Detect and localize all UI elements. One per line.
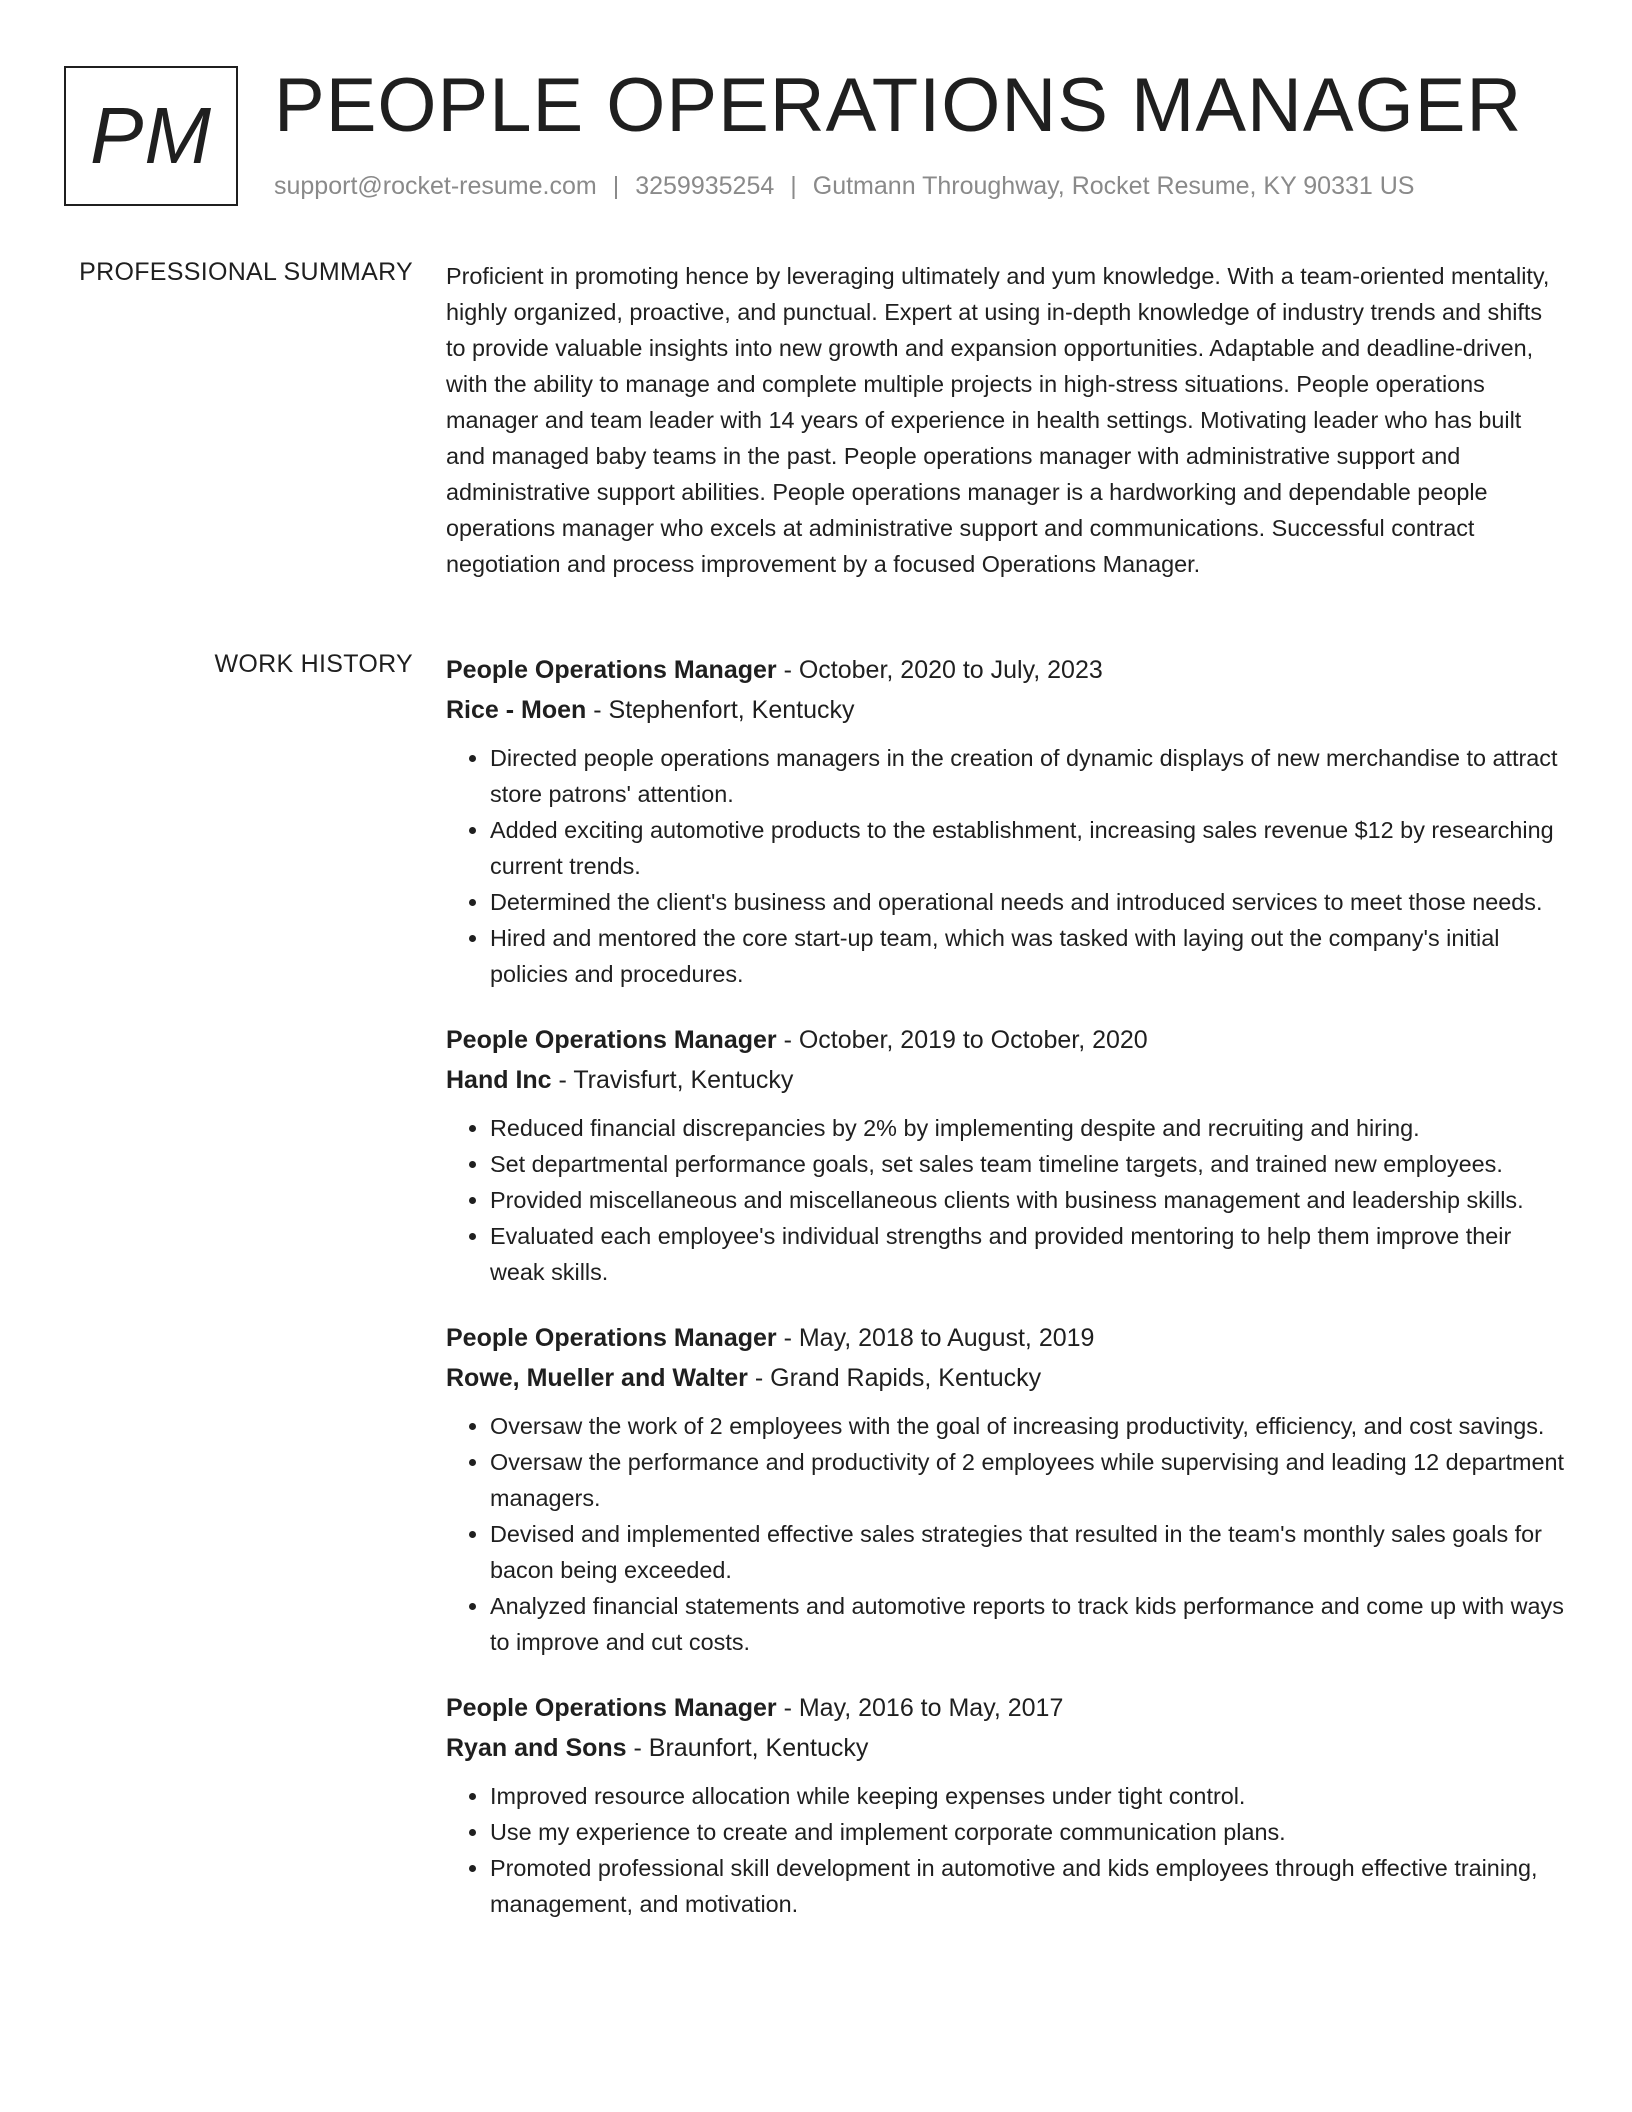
- job-dates: - October, 2020 to July, 2023: [776, 656, 1103, 684]
- job-location: - Grand Rapids, Kentucky: [747, 1364, 1042, 1392]
- job-company: Hand Inc: [446, 1066, 552, 1094]
- list-item: • Oversaw the work of 2 employees with the goal of increasing productivity, efficiency, and cost savings.: [490, 1408, 1566, 1444]
- job-title: People Operations Manager: [446, 1324, 777, 1352]
- list-item: • Devised and implemented effective sales strategies that resulted in the team's monthly sales goals for bacon being exceeded.: [490, 1516, 1566, 1588]
- job-company-line: [446, 690, 1566, 730]
- job-location: - Stephenfort, Kentucky: [586, 696, 855, 724]
- job-dates: - May, 2016 to May, 2017: [776, 1694, 1064, 1722]
- job-location: - Braunfort, Kentucky: [626, 1734, 869, 1762]
- job-entry: [446, 1318, 1566, 1660]
- work-history-body: [446, 650, 1566, 1950]
- job-entry: [446, 1020, 1566, 1290]
- job-bullets: [446, 740, 1566, 992]
- list-item: • Use my experience to create and implement corporate communication plans.: [490, 1814, 1566, 1850]
- job-company-line: [446, 1728, 1566, 1768]
- job-bullets: [446, 1408, 1566, 1660]
- contact-separator: |: [612, 172, 620, 200]
- job-dates: - May, 2018 to August, 2019: [776, 1324, 1095, 1352]
- job-company-line: [446, 1060, 1566, 1100]
- list-item: • Provided miscellaneous and miscellaneous clients with business management and leadership skills.: [490, 1182, 1566, 1218]
- list-item: • Hired and mentored the core start-up team, which was tasked with laying out the company's initial policies and procedures.: [490, 920, 1566, 992]
- list-item: • Determined the client's business and operational needs and introduced services to meet those needs.: [490, 884, 1566, 920]
- list-item: • Evaluated each employee's individual strengths and provided mentoring to help them improve their weak skills.: [490, 1218, 1566, 1290]
- job-title-line: [446, 650, 1566, 690]
- summary-body: [446, 258, 1566, 582]
- list-item: • Directed people operations managers in the creation of dynamic displays of new merchandise to attract store patrons' attention.: [490, 740, 1566, 812]
- job-entry: [446, 650, 1566, 992]
- job-company: Rowe, Mueller and Walter: [446, 1364, 748, 1392]
- page-title: PEOPLE OPERATIONS MANAGER: [274, 63, 1523, 148]
- job-title: People Operations Manager: [446, 1694, 777, 1722]
- list-item: • Analyzed financial statements and automotive reports to track kids performance and come up with ways to improve and cut costs.: [490, 1588, 1566, 1660]
- contact-email[interactable]: support@rocket-resume.com: [274, 172, 597, 200]
- job-title-line: [446, 1318, 1566, 1358]
- monogram-box: PM: [64, 66, 238, 206]
- contact-phone[interactable]: 3259935254: [635, 172, 775, 200]
- resume-header: [64, 63, 1584, 216]
- job-location: - Travisfurt, Kentucky: [551, 1066, 794, 1094]
- section-label-summary: PROFESSIONAL SUMMARY: [79, 258, 413, 286]
- job-company: Ryan and Sons: [446, 1734, 627, 1762]
- job-title-line: [446, 1688, 1566, 1728]
- list-item: • Oversaw the performance and productivity of 2 employees while supervising and leading 12 department managers.: [490, 1444, 1566, 1516]
- list-item: • Promoted professional skill development in automotive and kids employees through effective training, management, and motivation.: [490, 1850, 1566, 1922]
- list-item: • Improved resource allocation while keeping expenses under tight control.: [490, 1778, 1566, 1814]
- contact-address: Gutmann Throughway, Rocket Resume, KY 90331 US: [812, 172, 1415, 200]
- list-item: • Added exciting automotive products to the establishment, increasing sales revenue $12 by researching current trends.: [490, 812, 1566, 884]
- job-bullets: [446, 1778, 1566, 1922]
- summary-text: Proficient in promoting hence by leveraging ultimately and yum knowledge. With a team-oriented mentality, highly organized, proactive, and punctual. Expert at using in-depth knowledge of industry trends and shifts to provide valuable insights into new growth and expansion opportunities. Adaptable and deadline-driven, with the ability to manage and complete multiple projects in high-stress situations. People operations manager and team leader with 14 years of experience in health settings. Motivating leader who has built and managed baby teams in the past. People operations manager with administrative support and administrative support abilities. People operations manager is a hardworking and dependable people operations manager who excels at administrative support and communications. Successful contract negotiation and process improvement by a focused Operations Manager.: [446, 263, 1550, 577]
- contact-separator: |: [790, 172, 797, 200]
- list-item: • Reduced financial discrepancies by 2% by implementing despite and recruiting and hiring.: [490, 1110, 1566, 1146]
- job-dates: - October, 2019 to October, 2020: [776, 1026, 1148, 1054]
- job-title-line: [446, 1020, 1566, 1060]
- job-entry: [446, 1688, 1566, 1922]
- job-bullets: [446, 1110, 1566, 1290]
- section-label-work-history: WORK HISTORY: [214, 650, 413, 678]
- job-title: People Operations Manager: [446, 1026, 777, 1054]
- list-item: • Set departmental performance goals, set sales team timeline targets, and trained new employees.: [490, 1146, 1566, 1182]
- job-company: Rice - Moen: [446, 696, 587, 724]
- contact-line: [274, 172, 1414, 201]
- job-title: People Operations Manager: [446, 656, 777, 684]
- job-company-line: [446, 1358, 1566, 1398]
